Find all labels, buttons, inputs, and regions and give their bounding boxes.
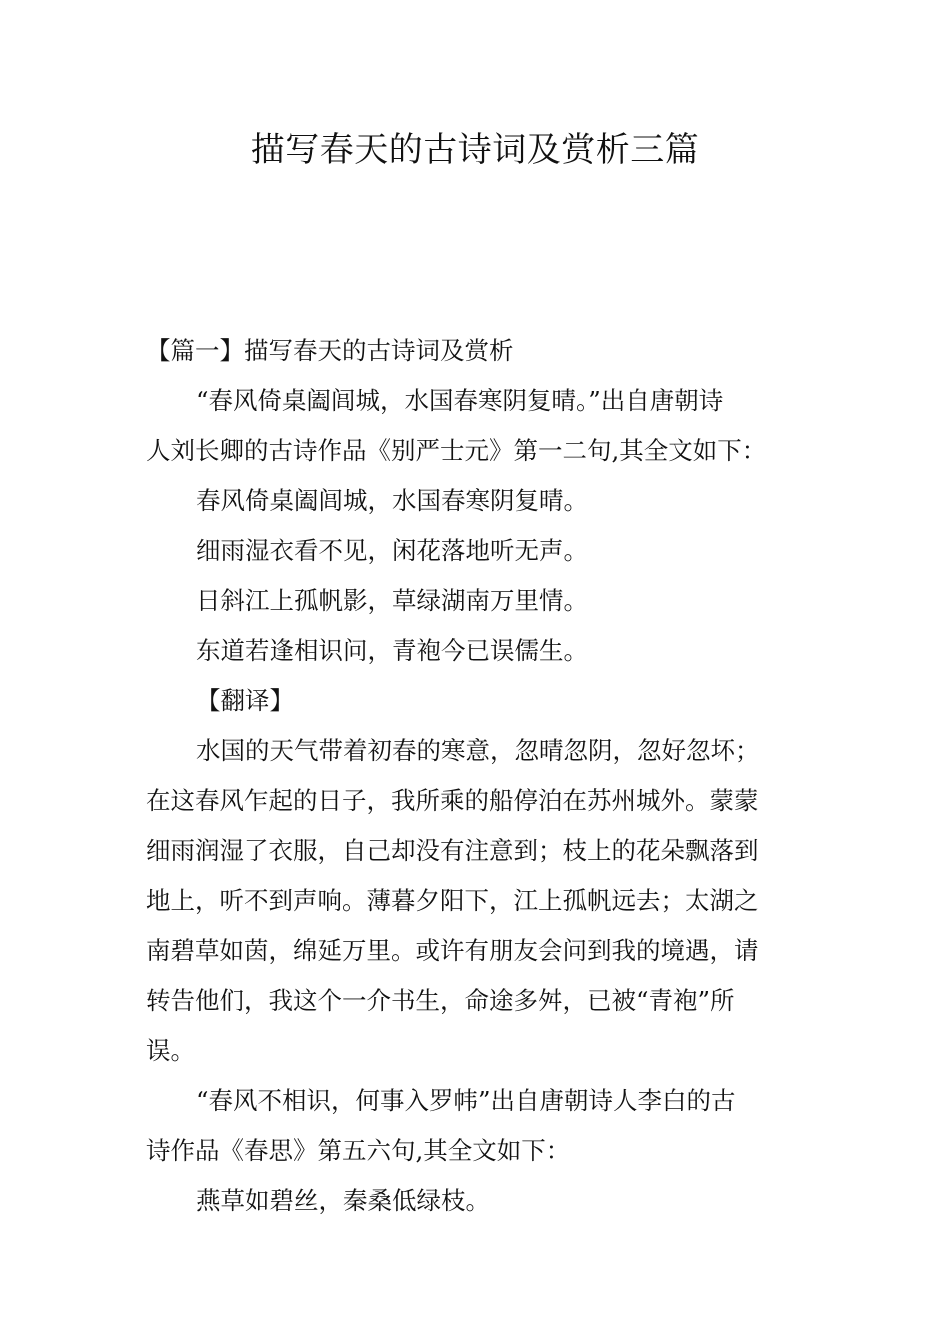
intro-line-1: “春风倚桌阖闾城，水国春寒阴复晴。”出自唐朝诗 [196, 386, 724, 415]
intro-line-2: 人刘长卿的古诗作品《别严士元》第一二句,其全文如下： [146, 436, 767, 465]
translation-line-7: 误。 [146, 1036, 195, 1065]
translation-line-6: 转告他们，我这个一介书生，命途多舛，已被“青袍”所 [146, 986, 735, 1015]
poem-line-1: 春风倚桌阖闾城，水国春寒阴复晴。 [196, 486, 588, 515]
poem-line-3: 日斜江上孤帆影，草绿湖南万里情。 [196, 586, 588, 615]
section-heading: 【篇一】描写春天的古诗词及赏析 [146, 336, 514, 365]
second-intro-line-1: “春风不相识，何事入罗帏”出自唐朝诗人李白的古 [196, 1086, 736, 1115]
translation-heading: 【翻译】 [196, 686, 294, 715]
document-body [146, 326, 806, 1226]
poem-line-2: 细雨湿衣看不见，闲花落地听无声。 [196, 536, 588, 565]
second-poem-line-1: 燕草如碧丝，秦桑低绿枝。 [196, 1186, 490, 1215]
translation-line-1: 水国的天气带着初春的寒意，忽晴忽阴，忽好忽坏； [196, 736, 760, 765]
document-title: 描写春天的古诗词及赏析三篇 [250, 130, 700, 170]
poem-line-4: 东道若逢相识问，青袍今已误儒生。 [196, 636, 588, 665]
translation-line-4: 地上，听不到声响。薄暮夕阳下，江上孤帆远去；太湖之 [146, 886, 759, 915]
second-intro-line-2: 诗作品《春思》第五六句,其全文如下： [146, 1136, 571, 1165]
translation-line-5: 南碧草如茵，绵延万里。或许有朋友会问到我的境遇，请 [146, 936, 759, 965]
translation-line-3: 细雨润湿了衣服，自己却没有注意到；枝上的花朵飘落到 [146, 836, 759, 865]
translation-line-2: 在这春风乍起的日子，我所乘的船停泊在苏州城外。蒙蒙 [146, 786, 759, 815]
